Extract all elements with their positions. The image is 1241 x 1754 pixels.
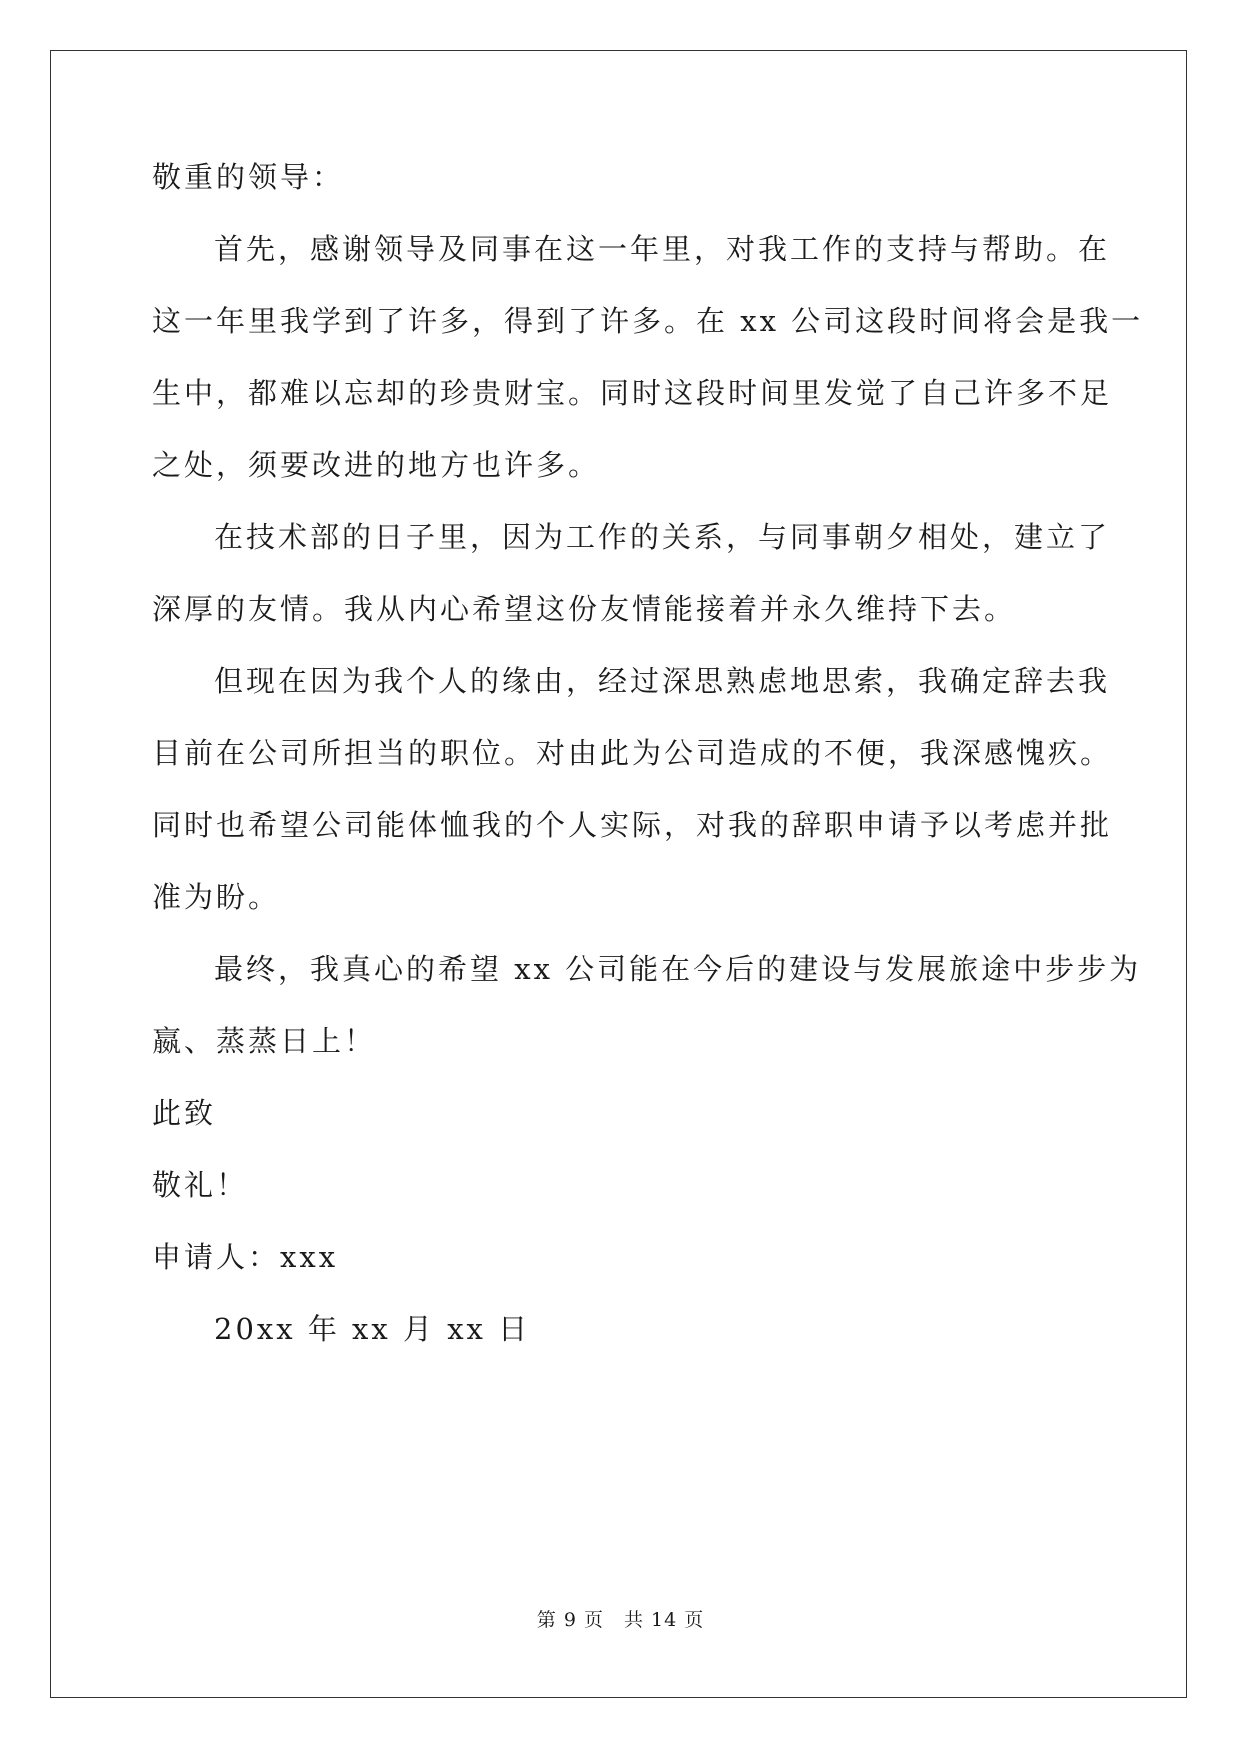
paragraph-line: 同时也希望公司能体恤我的个人实际，对我的辞职申请予以考虑并批 (152, 808, 1113, 842)
page-number-footer: 第 9 页 共 14 页 (536, 1609, 705, 1631)
paragraph-line: 生中，都难以忘却的珍贵财宝。同时这段时间里发觉了自己许多不足 (152, 376, 1113, 410)
paragraph-line: 之处，须要改进的地方也许多。 (152, 448, 601, 482)
salutation: 敬重的领导： (152, 160, 345, 194)
page-border (50, 50, 1187, 1698)
closing-salute: 敬礼！ (152, 1168, 249, 1202)
paragraph-line: 深厚的友情。我从内心希望这份友情能接着并永久维持下去。 (152, 592, 1017, 626)
applicant-line: 申请人：xxx (152, 1240, 339, 1274)
paragraph-line: 目前在公司所担当的职位。对由此为公司造成的不便，我深感愧疚。 (152, 736, 1113, 770)
paragraph-line: 首先，感谢领导及同事在这一年里，对我工作的支持与帮助。在 (214, 232, 1111, 266)
paragraph-line: 在技术部的日子里，因为工作的关系，与同事朝夕相处，建立了 (214, 520, 1111, 554)
closing-line: 此致 (152, 1096, 217, 1130)
paragraph-line: 准为盼。 (152, 880, 281, 914)
paragraph-line: 但现在因为我个人的缘由，经过深思熟虑地思索，我确定辞去我 (214, 664, 1111, 698)
paragraph-line: 这一年里我学到了许多，得到了许多。在 xx 公司这段时间将会是我一 (152, 304, 1144, 338)
paragraph-line: 嬴、蒸蒸日上！ (152, 1024, 377, 1058)
date-line: 20xx 年 xx 月 xx 日 (214, 1312, 531, 1346)
paragraph-line: 最终，我真心的希望 xx 公司能在今后的建设与发展旅途中步步为 (214, 952, 1142, 986)
